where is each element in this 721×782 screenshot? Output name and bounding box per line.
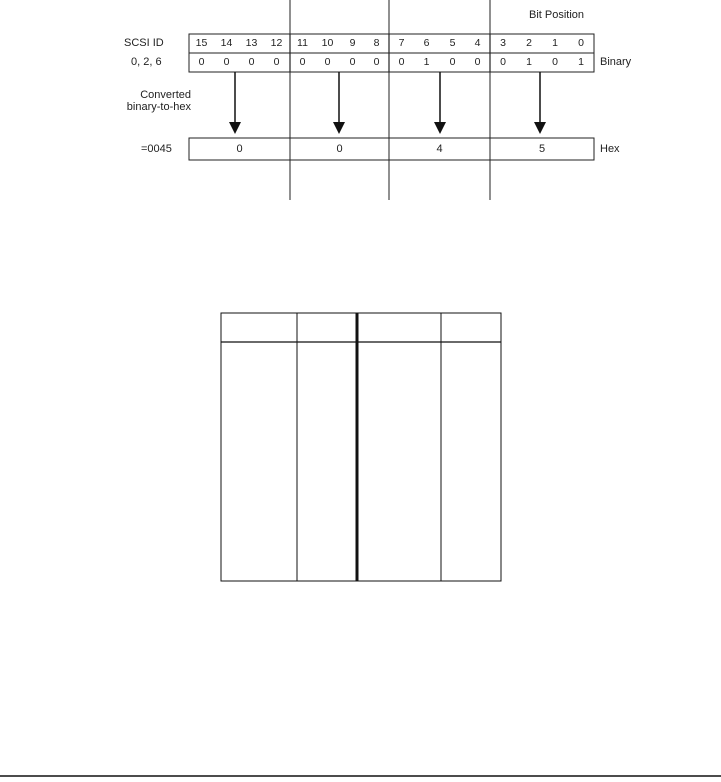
binary-cell: 1 (526, 56, 532, 68)
binary-cell: 0 (398, 56, 405, 68)
binary-cell: 0 (324, 56, 331, 68)
bit-position-cell: 6 (423, 37, 430, 49)
down-arrow-icon (229, 72, 241, 134)
binary-cell: 0 (373, 56, 380, 68)
hex-digit: 4 (436, 143, 443, 155)
empty-table (221, 313, 501, 581)
binary-cell: 0 (449, 56, 456, 68)
bit-position-label: Bit Position (529, 9, 585, 21)
bit-position-cell: 10 (321, 37, 334, 49)
bit-position-cell: 4 (474, 37, 481, 49)
bit-position-cell: 11 (297, 37, 308, 49)
binary-cell: 0 (474, 56, 481, 68)
binary-cell: 0 (500, 56, 506, 68)
hex-digit: 0 (336, 143, 343, 155)
converted-label: Converted binary-to-hex (126, 89, 191, 113)
hex-digit: 5 (538, 143, 546, 155)
binary-label: Binary (600, 56, 632, 68)
ids-label: 0, 2, 6 (131, 56, 162, 68)
binary-cell: 0 (349, 56, 356, 68)
binary-cell: 0 (273, 56, 280, 68)
binary-cell: 1 (423, 56, 430, 68)
bit-position-cell: 3 (500, 37, 506, 49)
hex-digit: 0 (236, 143, 243, 155)
down-arrow-icon (434, 72, 446, 134)
hex-label: Hex (600, 143, 620, 155)
down-arrow-icon (534, 72, 546, 134)
bit-position-cell: 0 (578, 37, 584, 49)
bit-position-cell: 15 (195, 37, 208, 49)
bit-position-cell: 7 (398, 37, 405, 49)
bit-position-cell: 5 (449, 37, 456, 49)
binary-cell: 0 (248, 56, 255, 68)
binary-cell: 0 (552, 56, 558, 68)
bit-position-cell: 8 (373, 37, 380, 49)
bit-position-cell: 13 (245, 37, 258, 49)
down-arrow-icon (333, 72, 345, 134)
bit-position-cell: 9 (349, 37, 356, 49)
binary-cell: 0 (223, 56, 230, 68)
binary-cell: 0 (198, 56, 205, 68)
binary-cell: 1 (578, 56, 584, 68)
binary-cell: 0 (299, 56, 306, 68)
bit-position-cell: 14 (220, 37, 233, 49)
bit-position-cell: 1 (552, 37, 558, 49)
scsi-id-label: SCSI ID (124, 37, 164, 49)
bit-position-cell: 2 (526, 37, 532, 49)
hex-value-label: =0045 (141, 143, 172, 155)
bit-position-cell: 12 (270, 37, 283, 49)
